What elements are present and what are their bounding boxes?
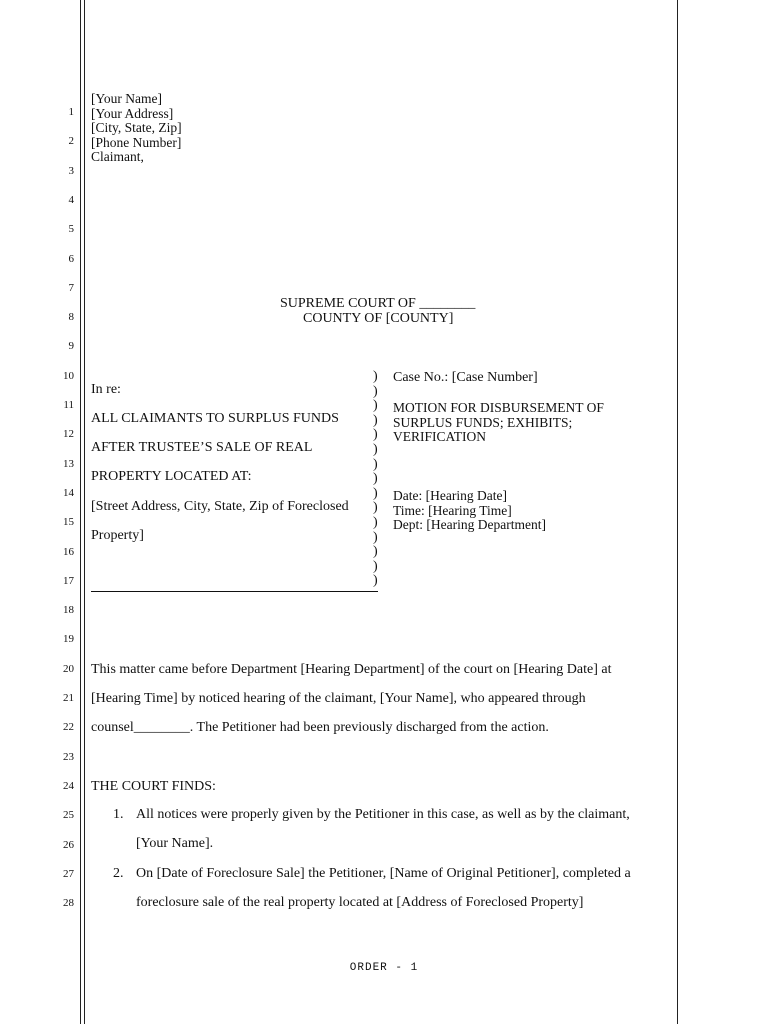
caption-line-2: AFTER TRUSTEE’S SALE OF REAL: [91, 440, 313, 455]
line-number: 6: [68, 252, 74, 265]
line-number: 4: [68, 193, 74, 206]
caption-paren: ): [373, 558, 378, 574]
motion-title-line-1: MOTION FOR DISBURSEMENT OF: [393, 400, 604, 415]
line-number: 15: [63, 516, 74, 529]
caption-paren: ): [373, 544, 378, 560]
line-number: 21: [63, 692, 74, 704]
caption-underline: [91, 591, 378, 592]
line-number: 8: [68, 311, 74, 324]
motion-title-line-2: SURPLUS FUNDS; EXHIBITS;: [393, 414, 573, 430]
caption-paren: ): [373, 456, 378, 472]
findings-list: [91, 800, 681, 917]
caption-paren: ): [373, 573, 378, 589]
hearing-time: Time: [Hearing Time]: [393, 502, 512, 518]
line-number: 20: [63, 662, 74, 675]
party-phone: [Phone Number]: [91, 134, 182, 150]
finding-line: [Your Name].: [136, 836, 214, 852]
hearing-info: [393, 489, 546, 533]
line-number: 2: [68, 135, 74, 148]
line-number: 11: [63, 399, 74, 411]
line-number: 17: [63, 574, 74, 587]
motion-title-line-3: VERIFICATION: [393, 429, 486, 444]
caption-paren: ): [373, 485, 378, 501]
hearing-dept: Dept: [Hearing Department]: [393, 517, 546, 532]
line-number: 9: [68, 340, 74, 353]
motion-title: [393, 401, 604, 445]
party-name: [Your Name]: [91, 91, 162, 106]
caption-paren: ): [373, 398, 378, 414]
finding-item: [91, 859, 681, 918]
page-footer: ORDER - 1: [349, 962, 419, 974]
margin-rule-left-outer: [80, 0, 81, 1024]
line-number-column: [40, 0, 74, 1024]
body-line-3: counsel________. The Petitioner had been previously discharged from the action.: [91, 720, 549, 735]
caption-paren: ): [373, 412, 378, 428]
line-number: 7: [68, 281, 74, 294]
findings-heading: THE COURT FINDS:: [91, 779, 216, 794]
line-number: 26: [63, 838, 74, 851]
caption-paren: ): [373, 383, 378, 399]
line-number: 12: [63, 428, 74, 441]
line-number: 13: [63, 457, 74, 470]
finding-line: foreclosure sale of the real property located at [Address of Foreclosed Property]: [136, 894, 584, 910]
line-number: 25: [63, 809, 74, 822]
caption-in-re: In re:: [91, 382, 121, 397]
line-number: 1: [68, 106, 74, 118]
line-number: 3: [68, 164, 74, 177]
line-number: 28: [63, 897, 74, 910]
line-number: 27: [63, 867, 74, 880]
body-line-1: This matter came before Department [Hearing Department] of the court on [Hearing Date] at: [91, 662, 612, 677]
margin-rule-left-inner: [84, 0, 85, 1024]
line-number: 19: [63, 633, 74, 646]
finding-number: 2.: [113, 865, 124, 881]
caption-line-1: ALL CLAIMANTS TO SURPLUS FUNDS: [91, 411, 339, 426]
caption-paren: ): [373, 442, 378, 457]
caption-paren: ): [373, 369, 378, 384]
party-block: [91, 92, 182, 165]
body-line-2: [Hearing Time] by noticed hearing of the claimant, [Your Name], who appeared through: [91, 691, 586, 706]
line-number: 24: [63, 779, 74, 792]
caption-line-4: [Street Address, City, State, Zip of Foreclosed: [91, 499, 349, 514]
line-number: 10: [63, 369, 74, 382]
finding-number: 1.: [113, 807, 124, 822]
caption-paren: ): [373, 471, 378, 487]
case-number: Case No.: [Case Number]: [393, 370, 538, 385]
party-address: [Your Address]: [91, 105, 174, 121]
line-number: 22: [63, 721, 74, 734]
party-role: Claimant,: [91, 149, 144, 164]
court-name: SUPREME COURT OF ________: [280, 296, 476, 311]
caption-line-5: Property]: [91, 528, 144, 543]
caption-paren: ): [373, 515, 378, 530]
finding-item: [91, 800, 681, 859]
caption-paren: ): [373, 529, 378, 545]
line-number: 14: [63, 486, 74, 499]
line-number: 5: [68, 223, 74, 236]
finding-line: On [Date of Foreclosure Sale] the Petitioner, [Name of Original Petitioner], completed a: [136, 865, 631, 881]
line-number: 16: [63, 545, 74, 558]
court-county: COUNTY OF [COUNTY]: [303, 311, 454, 326]
hearing-date: Date: [Hearing Date]: [393, 488, 507, 503]
caption-paren: ): [373, 427, 378, 443]
line-number: 18: [63, 604, 74, 617]
caption-line-3: PROPERTY LOCATED AT:: [91, 469, 252, 484]
finding-line: All notices were properly given by the Petitioner in this case, as well as by the claimant,: [136, 807, 630, 822]
party-city-state-zip: [City, State, Zip]: [91, 120, 182, 135]
caption-paren: ): [373, 500, 378, 516]
line-number: 23: [63, 750, 74, 763]
